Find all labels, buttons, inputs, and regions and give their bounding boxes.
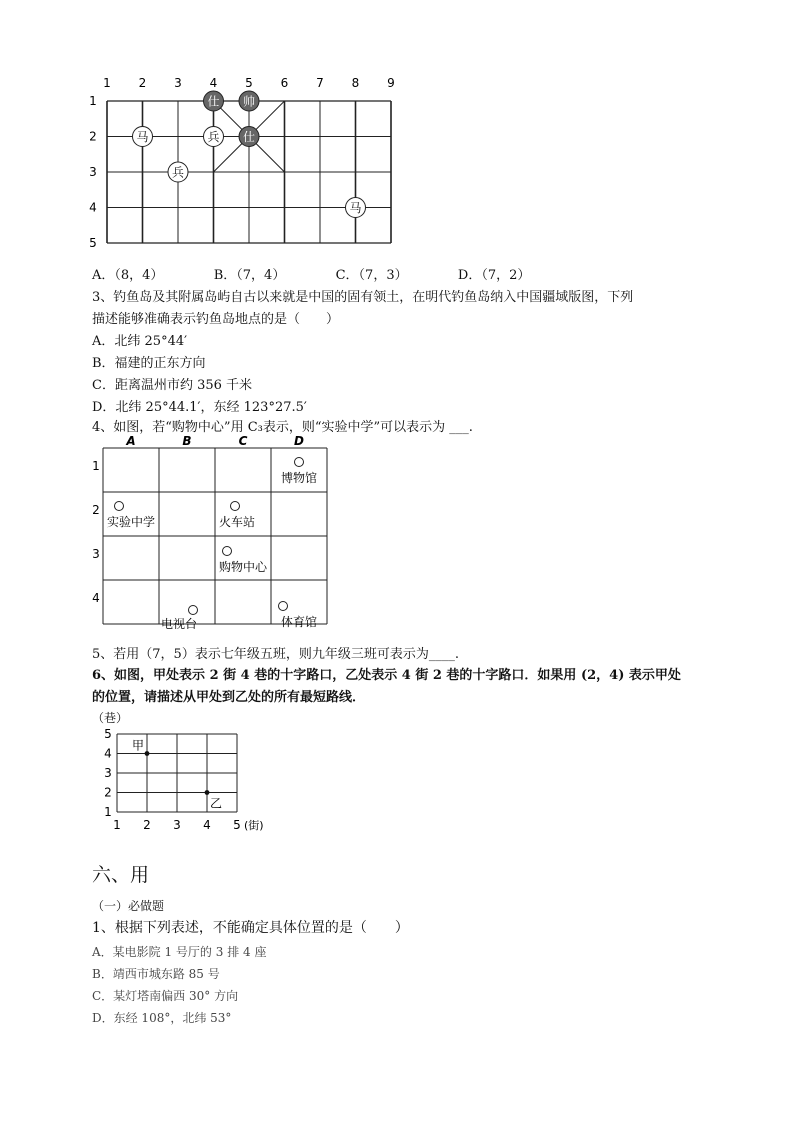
q3-option-d[interactable]: D．北纬 25°44.1′，东经 123°27.5′ xyxy=(92,400,307,415)
chess-piece-label: 马 xyxy=(136,130,149,144)
q6-y-label: 1 xyxy=(104,805,112,819)
q4-place-label: 火车站 xyxy=(218,515,256,529)
q4-place-label: 体育馆 xyxy=(280,615,318,629)
section-subtitle: （一）必做题 xyxy=(92,899,165,913)
s6-q1-option-b[interactable]: B．靖西市城东路 85 号 xyxy=(92,967,220,981)
chess-piece xyxy=(204,91,224,111)
chess-piece-label: 仕 xyxy=(207,94,220,109)
chess-piece-label: 仕 xyxy=(242,130,256,144)
chess-piece xyxy=(168,162,188,182)
q6-y-label: 3 xyxy=(104,766,112,780)
chess-grid xyxy=(107,101,391,243)
chess-piece-label: 马 xyxy=(349,201,362,215)
s6-q1-option-a[interactable]: A．某电影院 1 号厅的 3 排 4 座 xyxy=(92,945,267,959)
chess-row-label: 3 xyxy=(89,165,97,179)
q4-row-label: 4 xyxy=(92,591,100,605)
chess-column-label: 6 xyxy=(280,76,289,90)
chess-piece xyxy=(239,91,259,111)
q2-option-b[interactable]: B．（7，4） xyxy=(213,268,286,283)
q4-place-label: 博物馆 xyxy=(280,471,318,485)
q4-place-label: 购物中心 xyxy=(218,560,268,574)
q2-option-a[interactable]: A．（8，4） xyxy=(92,268,164,283)
q3-option-b[interactable]: B．福建的正东方向 xyxy=(92,356,206,371)
q4-place-marker xyxy=(281,458,317,486)
q2-options xyxy=(92,268,530,284)
q4-column-label: D xyxy=(294,434,304,448)
q4-place-label: 电视台 xyxy=(160,617,198,629)
chess-row-label: 4 xyxy=(89,200,97,215)
chess-column-label: 5 xyxy=(245,76,253,90)
q6-x-label: 4 xyxy=(203,818,211,832)
q4-row-label: 2 xyxy=(92,503,100,517)
section-title: 六、用 xyxy=(92,864,150,886)
q6-point-yi-label: 乙 xyxy=(209,796,223,811)
chess-piece xyxy=(346,198,366,218)
chess-row-label: 1 xyxy=(89,94,97,108)
chess-row-label: 5 xyxy=(89,236,97,250)
q4-place-marker xyxy=(279,602,318,630)
q6-x-label: 5 xyxy=(233,818,241,832)
q6-stem-line2: 的位置，请描述从甲处到乙处的所有最短路线． xyxy=(92,690,366,705)
q4-stem: 4、如图，若“购物中心”用 C₃表示，则“实验中学”可以表示为 ___. xyxy=(92,420,473,435)
q2-option-d[interactable]: D．（7，2） xyxy=(457,268,531,283)
q4-row-label: 3 xyxy=(92,547,100,561)
q5-stem: 5、若用（7，5）表示七年级五班，则九年级三班可表示为____. xyxy=(92,647,459,662)
chess-piece xyxy=(133,127,153,147)
s6-q1-stem: 1、根据下列表述，不能确定具体位置的是（ ） xyxy=(92,920,409,936)
q4-column-label: B xyxy=(182,434,192,448)
q6-y-label: 4 xyxy=(104,746,112,761)
chess-column-label: 2 xyxy=(138,76,147,90)
q3-option-c[interactable]: C．距离温州市约 356 千米 xyxy=(92,378,253,393)
q6-y-label: 2 xyxy=(104,785,112,800)
chess-column-label: 7 xyxy=(316,76,324,90)
q4-place-marker xyxy=(161,606,198,630)
q4-place-marker xyxy=(107,502,155,530)
chess-board-figure xyxy=(80,72,410,257)
chess-piece-label: 兵 xyxy=(207,130,220,144)
chess-column-label: 3 xyxy=(174,76,182,90)
q3-option-a[interactable]: A．北纬 25°44′ xyxy=(92,334,188,349)
q4-place-marker xyxy=(219,502,255,530)
q3-stem-line1: 3、钓鱼岛及其附属岛屿自古以来就是中国的固有领土，在明代钓鱼岛纳入中国疆域版图，下列 xyxy=(92,290,634,305)
q4-row-label: 1 xyxy=(92,459,100,473)
q4-column-label: C xyxy=(238,434,248,448)
chess-column-label: 8 xyxy=(351,76,360,90)
q2-option-c[interactable]: C．（7，3） xyxy=(335,268,408,283)
chess-row-label: 2 xyxy=(89,129,97,144)
chess-column-label: 9 xyxy=(387,76,395,90)
q6-x-label: 2 xyxy=(143,818,151,832)
chess-column-label: 1 xyxy=(103,76,111,90)
chess-piece xyxy=(204,127,224,147)
q6-y-unit-label: （巷） xyxy=(92,711,129,725)
q4-place-marker xyxy=(219,547,268,575)
q6-x-label: 1 xyxy=(113,818,121,832)
q6-y-label: 5 xyxy=(104,727,112,741)
chess-column-label: 4 xyxy=(209,76,218,90)
q6-point-jia-label: 甲 xyxy=(131,738,145,753)
q3-stem-line2: 描述能够准确表示钓鱼岛地点的是（ ） xyxy=(92,312,340,327)
q6-x-label: 3 xyxy=(173,818,181,832)
q6-stem-line1: 6、如图，甲处表示 2 街 4 巷的十字路口，乙处表示 4 街 2 巷的十字路口．如果用 (2，4) 表示甲处 xyxy=(92,668,681,683)
q6-street-grid xyxy=(100,726,290,844)
chess-piece-label: 兵 xyxy=(171,165,185,180)
q4-place-label: 实验中学 xyxy=(106,515,156,529)
q4-map-grid xyxy=(88,434,338,629)
s6-q1-option-d[interactable]: D．东经 108°，北纬 53° xyxy=(92,1011,232,1025)
chess-piece-label: 帅 xyxy=(242,94,256,109)
chess-piece xyxy=(239,127,259,147)
s6-q1-option-c[interactable]: C．某灯塔南偏西 30° 方向 xyxy=(92,989,239,1003)
q4-column-label: A xyxy=(126,434,136,448)
q6-x-unit-label: (街) xyxy=(244,819,264,832)
